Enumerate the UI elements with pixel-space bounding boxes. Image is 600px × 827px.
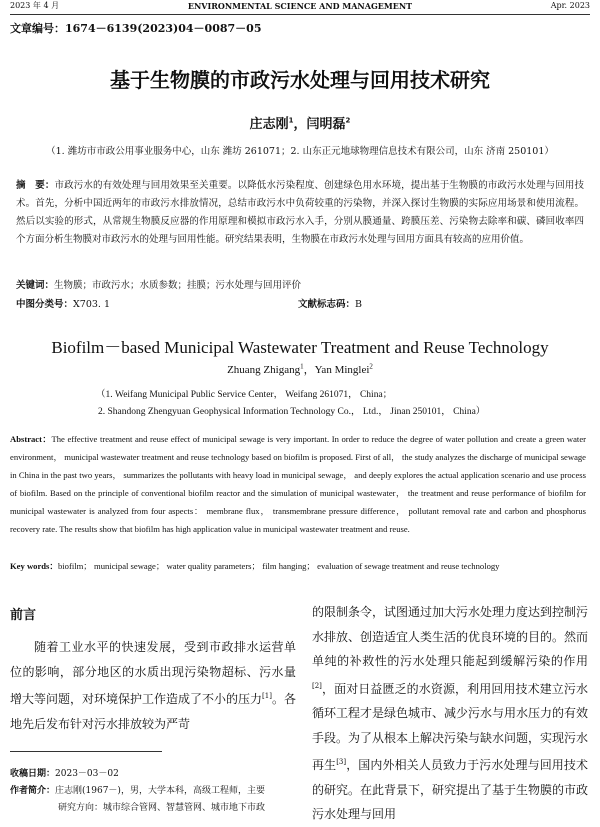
paragraph-text: 。各地先后发布针对污水排放较为严苛 [10, 692, 296, 731]
author-name: 闫明磊 [306, 117, 346, 132]
abstract-label: 摘 要： [16, 180, 55, 191]
english-affiliation [96, 387, 580, 421]
header-date-en: Apr. 2023 [550, 1, 590, 10]
chinese-title: 基于生物膜的市政污水处理与回用技术研究 [110, 68, 490, 92]
english-keywords [10, 560, 590, 572]
section-heading: 前言 [10, 608, 37, 623]
author-sup: 1 [300, 362, 304, 371]
chinese-authors [0, 113, 600, 132]
author-name: 庄志刚 [249, 117, 289, 132]
chinese-keywords [16, 277, 584, 295]
keywords-label: 关键词： [16, 280, 55, 291]
document-code [298, 296, 362, 310]
chinese-affiliation: （1. 潍坊市市政公用事业服务中心，山东 潍坊 261071；2. 山东正元地球物理信息技术有限公司，山东 济南 250101） [46, 146, 554, 157]
received-date [10, 766, 300, 783]
author-bio-text: 庄志刚(1967－)，男，大学本科，高级工程师，主要 [55, 786, 265, 796]
author-separator: ， [293, 117, 307, 132]
author-bio-label: 作者简介： [10, 786, 56, 796]
running-header [10, 0, 590, 15]
classification-number [16, 296, 110, 310]
paragraph-text: 随着工业水平的快速发展，受到市政排水运营单位的影响，部分地区的水质出现污染物超标、污水量增大等问题，对环境保护工作造成了不小的压力 [10, 640, 296, 706]
affiliation-line: 2. Shandong Zhengyuan Geophysical Information Technology Co.， Ltd.， Jinan 250101， China） [98, 407, 486, 417]
paragraph-text: 的限制条令，试图通过加大污水处理力度达到控制污水排放、创造适宜人类生活的优良环境的目的。然而单纯的补救性的污水处理只能起到缓解污染的作用 [312, 605, 589, 668]
author-sup: 2 [369, 362, 373, 371]
citation: [3] [336, 758, 347, 766]
citation: [2] [312, 681, 322, 690]
body-paragraph [10, 635, 296, 736]
right-column [312, 600, 588, 827]
english-title: Biofilm－based Municipal Wastewater Treatment and Reuse Technology [51, 338, 549, 357]
footnote [10, 766, 300, 817]
footnote-divider [10, 751, 162, 752]
author-separator: ， [303, 364, 315, 376]
author-bio-cont: 研究方向：城市综合管网、智慧管网、城市地下市政 [58, 803, 266, 813]
abstract-text: 市政污水的有效处理与回用效果至关重要。以降低水污染程度、创建绿色用水环境，提出基于生物膜的市政污水处理与回用技术。首先，分析中国近两年的市政污水排放情况，总结市政污水中负荷较重的污染物，并深入探讨生物膜的实际应用场景和使用流程。然后以实验的形式，从常规生物膜反应器的作用原理和模拟市政污水入手，分别从膜通量、跨膜压差、污染物去除率和碳、磷回收率四个方面分析生物膜对市政污水的处理与回用性能。研究结果表明，生物膜在市政污水处理与回用方面具有较高的应用价值。 [16, 180, 584, 245]
body-paragraph [312, 600, 588, 827]
author-name: Zhuang Zhigang [227, 364, 301, 376]
chinese-abstract [16, 177, 584, 249]
received-label: 收稿日期： [10, 769, 56, 779]
abstract-label: Abstract： [10, 434, 52, 444]
paragraph-text: ，国内外相关人员致力于污水处理与回用技术的研究。在此背景下，研究提出了基于生物膜的市政污水处理与回用 [312, 758, 589, 821]
english-authors [0, 361, 600, 377]
received-value: 2023－03－02 [55, 769, 119, 779]
header-date: 2023 年 4 月 [10, 1, 60, 10]
doc-value: B [355, 299, 362, 310]
paragraph-text: ，面对日益匮乏的水资源，利用回用技术建立污水循环工程才是绿色城市、减少污水与用水压力的有效手段。为了从根本上解决污染与缺水问题，实现污水再生 [312, 681, 589, 772]
author-sup: 1 [288, 116, 294, 125]
keywords-text: 生物膜；市政污水；水质参数；挂膜；污水处理与回用评价 [54, 280, 302, 291]
citation: [1] [262, 692, 272, 700]
article-number: 文章编号：1674－6139(2023)04－0087－05 [10, 22, 262, 35]
affiliation-line: （1. Weifang Municipal Public Service Center， Weifang 261071， China； [96, 390, 393, 400]
keywords-text: biofilm； municipal sewage； water quality parameters； film hanging； evaluation of sewage treatment and reuse technology [57, 561, 500, 571]
doc-label: 文献标志码： [298, 299, 356, 310]
journal-name: ENVIRONMENTAL SCIENCE AND MANAGEMENT [187, 1, 413, 11]
author-bio [10, 783, 300, 800]
left-column [10, 604, 296, 736]
keywords-label: Key words： [10, 561, 58, 571]
author-sup: 2 [345, 116, 351, 125]
abstract-text: The effective treatment and reuse effect of municipal sewage is very important. In order to reduce the degree of water pollution and create a green water environment， municipal wastewater treatment and reuse technology based on biofilm is proposed. First of all， the study analyzes the discharge of municipal sewage in China in the past two years， summarizes the pollutants with heavy load in municipal sewage， and deeply explores the actual application scenario and use process of biofilm. Based on the principle of conventional biofilm reactor and the simulation of municipal wastewater， the treatment and reuse performance of biofilm for municipal wastewater is analyzed from four aspects： membrane flux， transmembrane pressure difference， pollutant removal rate and carbon and phosphorus recovery rate. The results show that biofilm has high application value in municipal wastewater treatment and reuse. [10, 434, 586, 534]
author-name: Yan Minglei [314, 364, 370, 376]
class-value: X703. 1 [73, 299, 110, 310]
english-abstract [10, 430, 586, 538]
class-label: 中图分类号： [16, 299, 74, 310]
